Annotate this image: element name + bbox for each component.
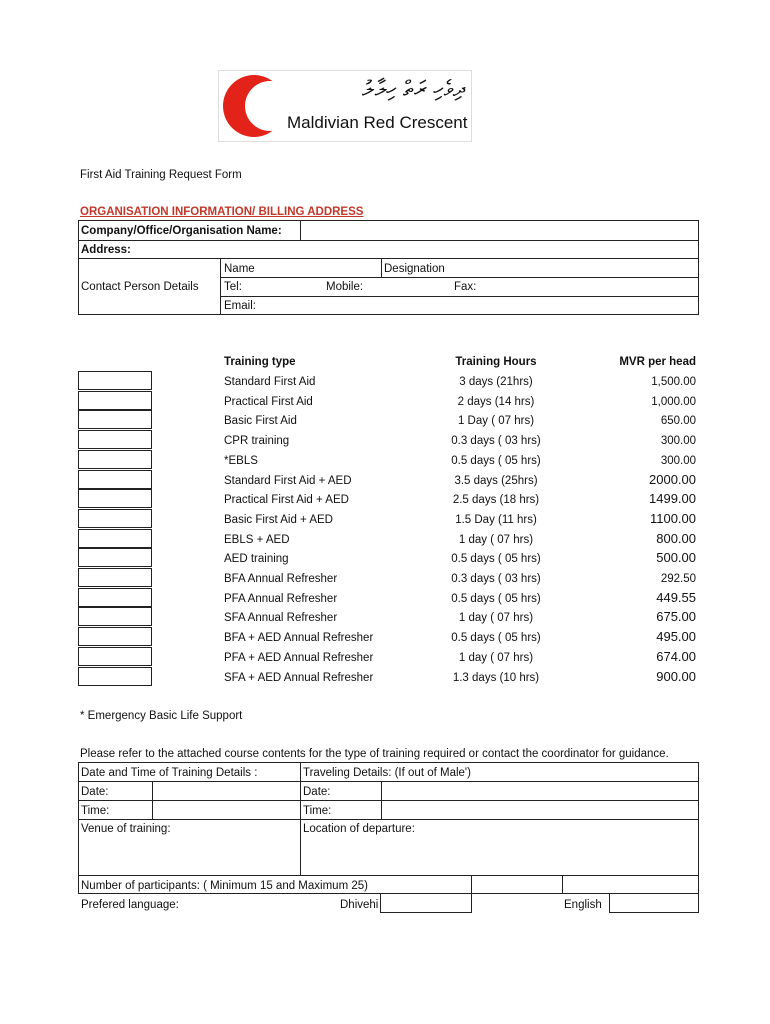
company-input[interactable]: [302, 221, 697, 239]
email-label[interactable]: Email:: [224, 300, 256, 312]
english-checkbox[interactable]: [611, 895, 697, 912]
training-price: 674.00: [656, 649, 696, 664]
training-price: 300.00: [660, 435, 696, 447]
training-hours: 0.5 days ( 05 hrs): [451, 455, 541, 467]
training-price: 1,000.00: [651, 396, 696, 408]
travel-time-input[interactable]: [383, 801, 696, 818]
training-hours: 1 day ( 07 hrs): [458, 612, 534, 624]
training-type: Basic First Aid: [224, 415, 297, 427]
training-hours: 2 days (14 hrs): [457, 396, 535, 408]
travel-time-label: Time:: [303, 805, 332, 817]
travel-header: Traveling Details: (If out of Male'): [303, 767, 471, 779]
training-type: CPR training: [224, 435, 290, 447]
departure-location-input[interactable]: [302, 837, 696, 873]
logo-org-name: Maldivian Red Crescent: [287, 113, 468, 132]
training-type: Standard First Aid: [224, 376, 316, 388]
training-price: 300.00: [660, 455, 696, 467]
logo: [218, 70, 472, 142]
training-type: SFA + AED Annual Refresher: [224, 672, 374, 684]
training-price: 292.50: [660, 573, 696, 585]
training-type: BFA + AED Annual Refresher: [224, 632, 374, 644]
training-select-box[interactable]: [78, 588, 152, 607]
training-hours: 0.3 days ( 03 hrs): [451, 573, 541, 585]
training-type: *EBLS: [224, 455, 258, 467]
training-hours-header: Training Hours: [455, 356, 537, 368]
training-select-box[interactable]: [78, 627, 152, 646]
training-type: PFA + AED Annual Refresher: [224, 652, 374, 664]
name-label[interactable]: Name: [224, 263, 255, 275]
training-select-box[interactable]: [78, 450, 152, 469]
company-label: Company/Office/Organisation Name:: [81, 225, 282, 237]
training-price: 650.00: [660, 415, 696, 427]
departure-location-label: Location of departure:: [303, 823, 415, 835]
training-select-box[interactable]: [78, 410, 152, 429]
training-price: 1,500.00: [651, 376, 696, 388]
training-price: 675.00: [656, 609, 696, 624]
training-price: 900.00: [656, 669, 696, 684]
travel-date-label: Date:: [303, 786, 331, 798]
tel-label[interactable]: Tel:: [224, 281, 242, 293]
footnote: * Emergency Basic Life Support: [80, 710, 243, 722]
training-hours: 0.3 days ( 03 hrs): [451, 435, 541, 447]
designation-label[interactable]: Designation: [384, 263, 445, 275]
address-input[interactable]: [160, 241, 697, 257]
training-type: Standard First Aid + AED: [224, 475, 352, 487]
mvr-per-head-header: MVR per head: [619, 356, 696, 368]
training-price: 449.55: [656, 590, 696, 605]
training-price: 1100.00: [649, 511, 696, 526]
training-type: Practical First Aid: [224, 396, 313, 408]
training-hours: 1.3 days (10 hrs): [452, 672, 540, 684]
training-select-box[interactable]: [78, 568, 152, 587]
training-hours: 3.5 days (25hrs): [454, 475, 538, 487]
training-hours: 1 day ( 07 hrs): [458, 534, 534, 546]
training-select-box[interactable]: [78, 470, 152, 489]
logo-dhivehi-name: ދިވެހި ރަތް ހިލާލު: [361, 77, 465, 102]
dhivehi-checkbox[interactable]: [382, 895, 470, 912]
training-type: BFA Annual Refresher: [224, 573, 338, 585]
venue-input[interactable]: [80, 837, 298, 873]
training-select-box[interactable]: [78, 430, 152, 449]
training-hours: 0.5 days ( 05 hrs): [451, 553, 541, 565]
training-type: EBLS + AED: [224, 534, 290, 546]
training-time-input[interactable]: [154, 801, 298, 818]
mobile-label[interactable]: Mobile:: [326, 281, 364, 293]
participants-input-2[interactable]: [564, 876, 697, 893]
training-price: 1499.00: [649, 491, 696, 506]
training-type: PFA Annual Refresher: [224, 593, 338, 605]
training-price: 2000.00: [649, 472, 696, 487]
training-type: Practical First Aid + AED: [224, 494, 349, 506]
training-select-box[interactable]: [78, 647, 152, 666]
english-label: English: [564, 899, 602, 911]
travel-date-input[interactable]: [383, 782, 696, 799]
fax-label[interactable]: Fax:: [454, 281, 477, 293]
training-type: Basic First Aid + AED: [224, 514, 333, 526]
training-select-box[interactable]: [78, 371, 152, 390]
venue-label: Venue of training:: [81, 823, 171, 835]
training-hours: 2.5 days (18 hrs): [452, 494, 540, 506]
training-select-box[interactable]: [78, 529, 152, 548]
training-time-label: Time:: [81, 805, 110, 817]
training-date-label: Date:: [81, 786, 109, 798]
training-type-header: Training type: [224, 356, 296, 368]
training-select-box[interactable]: [78, 489, 152, 508]
training-price: 495.00: [656, 629, 696, 644]
red-crescent-icon: [221, 71, 283, 141]
training-hours: 1.5 Day (11 hrs): [455, 514, 537, 526]
dhivehi-label: Dhivehi: [340, 899, 379, 911]
training-date-input[interactable]: [154, 782, 298, 799]
language-label: Prefered language:: [81, 899, 179, 911]
training-hours: 1 Day ( 07 hrs): [457, 415, 535, 427]
guidance-note: Please refer to the attached course contents for the type of training required or contact the coordinator for guidance.: [80, 748, 669, 760]
training-hours: 0.5 days ( 05 hrs): [451, 632, 541, 644]
training-type: AED training: [224, 553, 289, 565]
training-select-box[interactable]: [78, 509, 152, 528]
form-title: First Aid Training Request Form: [80, 169, 242, 181]
training-price: 800.00: [656, 531, 696, 546]
contact-person-label: Contact Person Details: [81, 281, 199, 293]
training-select-box[interactable]: [78, 548, 152, 567]
training-hours: 0.5 days ( 05 hrs): [451, 593, 541, 605]
org-section-heading: ORGANISATION INFORMATION/ BILLING ADDRESS: [80, 206, 364, 218]
training-select-box[interactable]: [78, 607, 152, 626]
participants-input[interactable]: [473, 876, 561, 893]
training-price: 500.00: [656, 550, 696, 565]
address-label: Address:: [81, 244, 131, 256]
training-select-box[interactable]: [78, 667, 152, 686]
training-select-box[interactable]: [78, 391, 152, 410]
training-hours: 3 days (21hrs): [459, 376, 533, 388]
participants-label: Number of participants: ( Minimum 15 and Maximum 25): [81, 880, 368, 892]
datetime-header: Date and Time of Training Details :: [81, 767, 258, 779]
training-type: SFA Annual Refresher: [224, 612, 338, 624]
training-hours: 1 day ( 07 hrs): [458, 652, 534, 664]
